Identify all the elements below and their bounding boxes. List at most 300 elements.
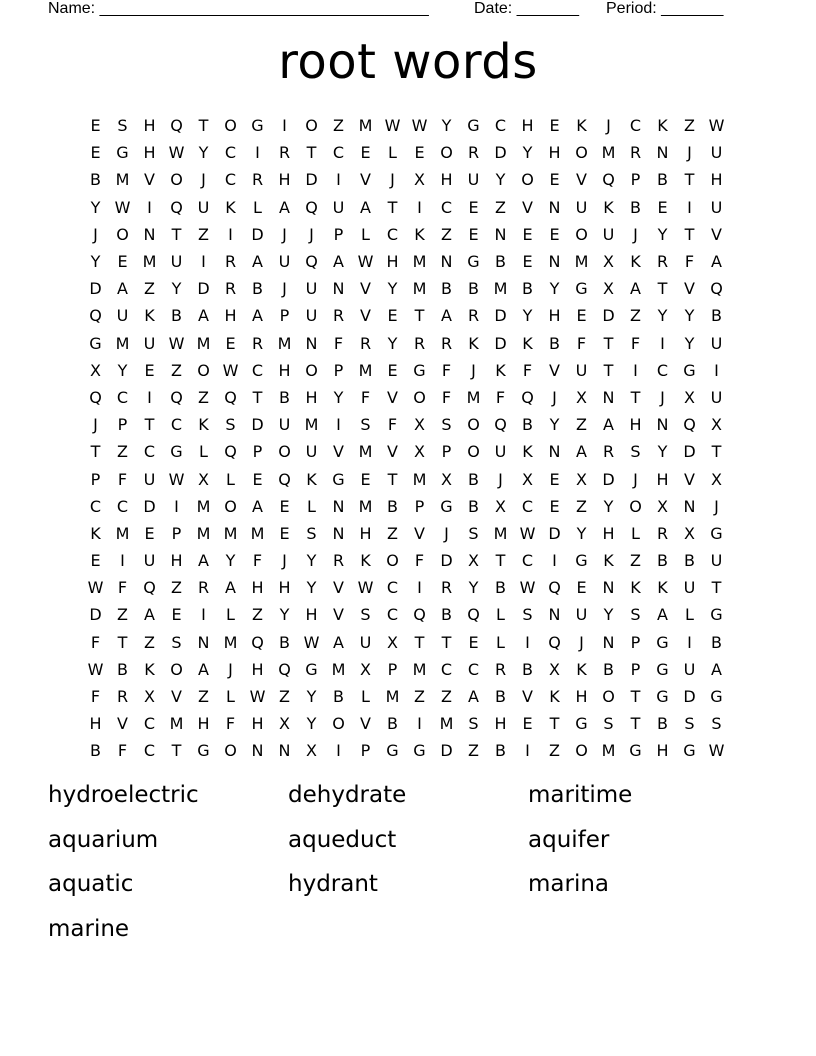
grid-letter: C [143,741,156,761]
grid-letter: M [466,387,481,407]
grid-letter: H [197,714,210,734]
grid-letter: W [168,469,185,489]
grid-letter: K [576,659,587,679]
grid-letter: J [228,659,233,679]
grid-row [82,248,730,275]
grid-letter: T [387,197,398,217]
grid-letter: Q [305,252,318,272]
grid-letter: X [360,659,371,679]
grid-letter: M [115,523,130,543]
grid-letter: J [660,387,665,407]
grid-letter: E [549,170,560,190]
grid-letter: I [174,496,179,516]
grid-letter: M [196,496,211,516]
grid-letter: K [522,333,533,353]
grid-letter: D [89,279,102,299]
grid-letter: M [331,659,346,679]
grid-letter: S [306,523,317,543]
grid-letter: C [143,442,156,462]
grid-letter: X [495,496,506,516]
grid-letter: C [116,496,129,516]
grid-letter: X [522,469,533,489]
grid-letter: R [359,333,372,353]
grid-letter: U [305,306,318,326]
grid-letter: K [603,551,614,571]
grid-letter: F [387,415,398,435]
grid-letter: O [386,551,399,571]
grid-letter: U [197,197,210,217]
word-item: hydroelectric [48,782,199,808]
grid-letter: P [441,442,452,462]
grid-letter: U [683,659,696,679]
grid-letter: G [413,741,426,761]
grid-letter: V [684,469,695,489]
grid-letter: X [711,469,722,489]
grid-letter: Z [198,387,209,407]
grid-letter: R [440,578,453,598]
grid-letter: R [224,252,237,272]
grid-letter: X [711,415,722,435]
grid-letter: S [225,415,236,435]
grid-letter: C [440,197,453,217]
grid-letter: W [114,197,131,217]
grid-letter: B [495,741,506,761]
grid-letter: L [631,523,640,543]
grid-letter: K [144,659,155,679]
grid-letter: M [169,714,184,734]
grid-letter: C [521,551,534,571]
grid-letter: O [629,496,642,516]
grid-letter: W [357,578,374,598]
grid-letter: H [521,116,534,136]
grid-letter: V [711,224,722,244]
grid-letter: S [603,714,614,734]
grid-letter: D [440,551,453,571]
grid-letter: X [468,551,479,571]
grid-letter: N [656,415,669,435]
grid-letter: H [629,415,642,435]
grid-letter: X [441,469,452,489]
grid-letter: Y [90,197,101,217]
grid-letter: E [144,523,155,543]
grid-letter: G [467,252,480,272]
grid-letter: C [440,659,453,679]
grid-letter: M [358,496,373,516]
grid-letter: L [361,687,370,707]
grid-letter: E [657,197,668,217]
grid-letter: O [224,741,237,761]
grid-letter: X [387,632,398,652]
grid-letter: B [468,496,479,516]
grid-letter: Y [306,551,317,571]
grid-letter: X [279,714,290,734]
grid-letter: V [522,687,533,707]
grid-letter: B [387,496,398,516]
grid-letter: M [304,415,319,435]
grid-letter: E [387,306,398,326]
grid-row [82,574,730,601]
grid-letter: U [710,333,723,353]
grid-row [82,438,730,465]
grid-letter: M [412,279,427,299]
grid-letter: Q [224,387,237,407]
grid-letter: A [279,197,290,217]
grid-letter: D [251,415,264,435]
grid-letter: R [629,143,642,163]
grid-letter: Q [170,116,183,136]
grid-letter: H [440,170,453,190]
grid-letter: C [170,415,183,435]
grid-letter: H [656,741,669,761]
grid-letter: M [574,252,589,272]
grid-letter: U [575,360,588,380]
grid-letter: A [333,632,344,652]
grid-letter: V [387,442,398,462]
grid-letter: N [683,496,696,516]
grid-letter: C [224,170,237,190]
grid-letter: Y [468,578,479,598]
grid-letter: I [687,632,692,652]
grid-letter: H [278,360,291,380]
grid-letter: N [197,632,210,652]
grid-letter: W [708,116,725,136]
grid-letter: S [684,714,695,734]
grid-letter: U [467,170,480,190]
grid-letter: M [385,687,400,707]
grid-letter: C [656,360,669,380]
grid-letter: K [360,551,371,571]
word-item: aquatic [48,871,134,897]
grid-letter: G [656,659,669,679]
grid-letter: Z [171,578,182,598]
grid-letter: X [90,360,101,380]
grid-letter: T [306,143,317,163]
grid-letter: Q [548,578,561,598]
grid-letter: W [168,143,185,163]
grid-letter: I [147,197,152,217]
grid-letter: R [251,170,264,190]
grid-letter: D [440,741,453,761]
grid-letter: U [143,551,156,571]
grid-letter: L [226,687,235,707]
word-item: dehydrate [288,782,407,808]
grid-letter: U [575,605,588,625]
grid-letter: H [170,551,183,571]
grid-letter: F [414,551,425,571]
grid-letter: U [332,197,345,217]
grid-letter: N [332,279,345,299]
grid-row [82,629,730,656]
grid-letter: K [657,116,668,136]
grid-letter: J [687,143,692,163]
grid-letter: S [468,523,479,543]
grid-letter: X [414,170,425,190]
grid-letter: I [201,252,206,272]
grid-letter: N [602,387,615,407]
grid-letter: P [90,469,101,489]
grid-letter: S [630,605,641,625]
grid-letter: H [224,306,237,326]
grid-letter: X [306,741,317,761]
grid-letter: T [630,714,641,734]
grid-letter: G [710,687,723,707]
grid-letter: X [684,523,695,543]
grid-row [82,384,730,411]
grid-letter: X [684,387,695,407]
grid-letter: Q [170,197,183,217]
grid-letter: Q [602,170,615,190]
grid-letter: J [282,224,287,244]
grid-letter: A [198,306,209,326]
grid-letter: A [576,442,587,462]
grid-letter: T [630,687,641,707]
name-field-label: Name: _____________________________________ [48,0,429,17]
grid-letter: A [630,279,641,299]
grid-letter: O [278,442,291,462]
grid-letter: P [387,659,398,679]
grid-letter: U [278,415,291,435]
grid-letter: K [630,252,641,272]
grid-letter: T [603,360,614,380]
grid-letter: Z [630,551,641,571]
grid-letter: I [633,360,638,380]
grid-letter: O [305,360,318,380]
grid-letter: O [170,659,183,679]
grid-letter: K [144,306,155,326]
word-item: aqueduct [288,826,397,853]
grid-letter: R [332,306,345,326]
grid-letter: J [309,224,314,244]
grid-letter: O [170,170,183,190]
grid-letter: F [333,333,344,353]
grid-letter: G [440,496,453,516]
grid-letter: G [683,741,696,761]
grid-letter: W [519,578,536,598]
grid-letter: Z [441,224,452,244]
grid-letter: Y [576,523,587,543]
grid-letter: T [144,415,155,435]
grid-letter: M [358,442,373,462]
grid-letter: L [496,605,505,625]
grid-letter: G [305,659,318,679]
grid-letter: Y [684,333,695,353]
grid-letter: Q [143,578,156,598]
grid-letter: D [251,224,264,244]
grid-letter: J [282,279,287,299]
grid-letter: V [360,279,371,299]
grid-letter: T [495,551,506,571]
grid-letter: B [603,659,614,679]
grid-letter: U [575,197,588,217]
grid-letter: M [412,469,427,489]
grid-letter: F [117,741,128,761]
grid-letter: H [548,306,561,326]
grid-letter: T [90,442,101,462]
grid-letter: E [360,469,371,489]
grid-letter: X [414,415,425,435]
grid-letter: P [414,496,425,516]
grid-letter: V [333,605,344,625]
grid-letter: M [493,279,508,299]
grid-letter: D [683,442,696,462]
grid-letter: R [440,333,453,353]
grid-letter: E [171,605,182,625]
grid-row [82,493,730,520]
grid-letter: J [498,469,503,489]
grid-letter: N [494,224,507,244]
grid-letter: A [711,252,722,272]
grid-letter: B [90,170,101,190]
grid-letter: P [279,306,290,326]
grid-letter: A [711,659,722,679]
grid-letter: C [629,116,642,136]
grid-row [82,683,730,710]
grid-letter: Y [684,306,695,326]
grid-letter: E [90,551,101,571]
grid-letter: V [522,197,533,217]
grid-row [82,112,730,139]
grid-letter: G [629,741,642,761]
grid-letter: B [333,687,344,707]
grid-letter: L [685,605,694,625]
grid-letter: P [630,170,641,190]
grid-row [82,520,730,547]
grid-letter: M [250,523,265,543]
grid-letter: K [603,197,614,217]
grid-letter: M [601,741,616,761]
grid-letter: Z [495,197,506,217]
grid-letter: G [467,116,480,136]
grid-letter: O [224,116,237,136]
grid-letter: B [495,578,506,598]
grid-letter: A [360,197,371,217]
grid-letter: N [251,741,264,761]
grid-letter: D [494,143,507,163]
grid-letter: W [411,116,428,136]
grid-letter: Y [657,306,668,326]
grid-row [82,166,730,193]
grid-letter: W [87,578,104,598]
grid-letter: M [358,360,373,380]
grid-letter: Y [549,415,560,435]
grid-letter: C [332,143,345,163]
grid-letter: H [710,170,723,190]
grid-letter: C [116,387,129,407]
grid-row [82,275,730,302]
grid-letter: V [549,360,560,380]
grid-letter: H [359,523,372,543]
page-title: root words [278,34,538,90]
grid-letter: I [255,143,260,163]
grid-letter: R [278,143,291,163]
word-search-grid [82,112,730,765]
grid-letter: Y [603,605,614,625]
grid-letter: H [251,714,264,734]
grid-letter: C [251,360,264,380]
grid-letter: Y [333,387,344,407]
grid-letter: K [495,360,506,380]
grid-letter: B [684,551,695,571]
grid-letter: Y [522,306,533,326]
grid-letter: Q [251,632,264,652]
grid-letter: T [684,224,695,244]
grid-letter: Z [198,224,209,244]
grid-letter: V [360,306,371,326]
grid-letter: U [305,279,318,299]
grid-letter: R [656,252,669,272]
grid-letter: G [332,469,345,489]
grid-letter: X [414,442,425,462]
grid-letter: Q [494,415,507,435]
grid-letter: B [657,551,668,571]
grid-letter: H [143,116,156,136]
grid-letter: Z [630,306,641,326]
grid-letter: Y [387,333,398,353]
grid-letter: E [252,469,263,489]
grid-letter: S [468,714,479,734]
grid-letter: K [630,578,641,598]
grid-letter: J [606,116,611,136]
grid-letter: A [603,415,614,435]
grid-letter: G [656,687,669,707]
grid-letter: S [630,442,641,462]
grid-letter: A [117,279,128,299]
grid-letter: M [412,659,427,679]
grid-letter: W [519,523,536,543]
grid-letter: Q [89,306,102,326]
grid-letter: O [224,496,237,516]
grid-letter: C [89,496,102,516]
grid-letter: G [683,360,696,380]
grid-letter: A [252,252,263,272]
grid-letter: J [552,387,557,407]
grid-letter: F [90,632,101,652]
grid-letter: B [171,306,182,326]
word-item: aquarium [48,826,159,853]
grid-letter: Q [305,197,318,217]
grid-letter: P [252,442,263,462]
grid-letter: H [602,523,615,543]
grid-letter: Q [413,605,426,625]
grid-letter: X [576,469,587,489]
grid-letter: H [656,469,669,489]
grid-row [82,465,730,492]
grid-row [82,139,730,166]
period-field-label: Period: _______ [606,0,724,17]
grid-letter: R [251,333,264,353]
grid-letter: B [468,279,479,299]
grid-letter: K [306,469,317,489]
grid-letter: V [117,714,128,734]
grid-letter: G [170,442,183,462]
grid-letter: Z [576,415,587,435]
grid-letter: Q [170,387,183,407]
grid-letter: Y [171,279,182,299]
grid-letter: D [494,333,507,353]
grid-letter: M [223,632,238,652]
grid-letter: C [386,224,399,244]
grid-letter: Y [306,578,317,598]
grid-letter: Y [306,687,317,707]
grid-letter: U [710,197,723,217]
grid-letter: O [575,741,588,761]
grid-letter: Q [548,632,561,652]
grid-letter: N [332,523,345,543]
grid-letter: W [303,632,320,652]
grid-letter: U [116,306,129,326]
grid-letter: H [89,714,102,734]
grid-letter: J [282,551,287,571]
